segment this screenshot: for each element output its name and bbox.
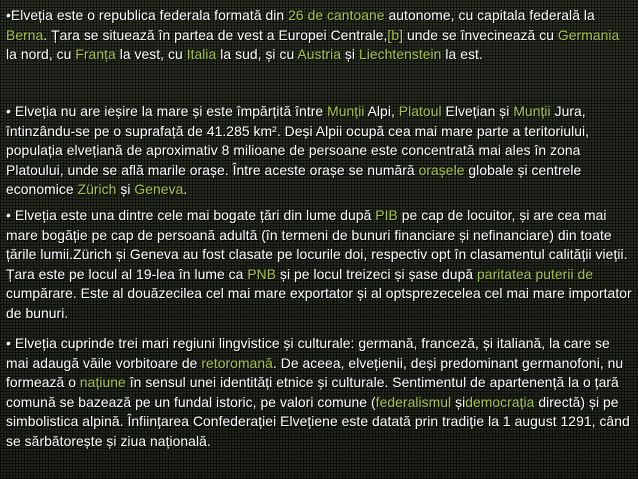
- link-text[interactable]: PNB: [247, 265, 277, 282]
- body-text: și: [116, 181, 135, 197]
- body-text: .: [183, 181, 188, 197]
- body-text: la vest, cu: [115, 46, 187, 62]
- body-text: • Elveția cuprinde trei mari regiuni lingvistice și culturale: germană, franceză, și italiană, la care se mai adaugă văile vorbitoare de: [6, 335, 610, 371]
- link-text[interactable]: Germania: [557, 26, 620, 43]
- paragraph-geography: [6, 102, 634, 202]
- link-text[interactable]: națiune: [79, 374, 126, 390]
- link-text[interactable]: Geneva: [134, 181, 184, 197]
- body-text: Jura, întinzându-se pe o suprafață de 41.285 km². Deși Alpii ocupă cea mai mare parte a teritoriului, populația elvețiană de aproximativ 8 milioane de persoane este concentrată mai ales în zona Platoului, unde se află marile orașe. Între aceste orașe se numără: [6, 103, 590, 178]
- link-text[interactable]: Platoul: [398, 103, 442, 119]
- link-text[interactable]: retoromană: [201, 354, 273, 371]
- body-text: autonome, cu capitala federală la: [384, 7, 595, 23]
- body-text: globale și centrele economice: [6, 161, 582, 197]
- body-text: . Țara se situează în partea de vest a Europei Centrale,: [43, 26, 388, 43]
- link-text[interactable]: 26 de cantoane: [288, 7, 385, 23]
- body-text: și: [341, 46, 359, 62]
- body-text: este o republica federala formată din: [52, 7, 289, 23]
- body-text: la est.: [441, 46, 483, 62]
- link-text[interactable]: [b]: [387, 26, 404, 43]
- body-text: • Elveția este una dintre cele mai bogate țări din lume după: [6, 207, 376, 223]
- paragraph-economy: [6, 206, 634, 328]
- body-text: directă) și pe simbolistica alpină. Înființarea Confederației Elvețiene este datată prin tradiție la 1 august 1291, când se sărbătorește și ziua națională.: [6, 393, 630, 449]
- body-text: Alpi,: [364, 103, 399, 119]
- body-text: unde se învecinează cu: [403, 26, 558, 43]
- body-text: . De aceea, elvețienii, deși predominant germanofoni, nu formează o: [6, 354, 624, 390]
- body-text: • Elveția nu are ieșire la mare și este împărțită între: [6, 103, 328, 119]
- body-text: și pe locul treizeci și șase după: [276, 265, 478, 282]
- link-text[interactable]: Munții: [327, 103, 365, 119]
- link-text[interactable]: orașele: [418, 161, 465, 178]
- body-text: pe cap de locuitor, și are cea mai mare bogăție pe cap de persoană adultă (în termeni de bunuri financiare și nefinanciare) din toate țările lumii.Zürich și Geneva au fost clasate pe locurile doi, respectiv opt în clasamentul calității vieții. Țara este pe locul al 19-lea în lume ca: [6, 207, 628, 282]
- link-text[interactable]: Italia: [186, 46, 217, 62]
- link-text[interactable]: federalismul: [375, 393, 452, 410]
- link-text[interactable]: Austria: [297, 46, 341, 62]
- body-text: în sensul unei identități etnice și culturale. Sentimentul de apartenență la o țară comună se bazează pe un fundal istoric, pe valori comune (: [6, 374, 619, 410]
- body-text: la sud, și cu: [216, 46, 298, 62]
- link-text[interactable]: paritatea puterii de: [477, 265, 594, 282]
- link-text[interactable]: Liechtenstein: [358, 46, 442, 62]
- body-text: cumpărare. Este al douăzecilea cel mai mare exportator și al optsprezecelea cel mai mare importator de bunuri.: [6, 285, 632, 321]
- paragraph-culture: [6, 334, 634, 474]
- body-text: Elvețian și: [441, 103, 514, 119]
- link-text[interactable]: Franța: [75, 46, 116, 62]
- link-text[interactable]: Berna: [6, 26, 44, 43]
- paragraph-overview: [6, 6, 634, 98]
- link-text[interactable]: Zürich: [77, 181, 117, 197]
- link-text[interactable]: democrația: [465, 393, 535, 410]
- body-text: •Elveția: [6, 7, 53, 23]
- body-text: la nord, cu: [6, 46, 76, 62]
- link-text[interactable]: Munții: [513, 103, 551, 119]
- body-text: și: [451, 393, 466, 410]
- link-text[interactable]: PIB: [375, 207, 398, 223]
